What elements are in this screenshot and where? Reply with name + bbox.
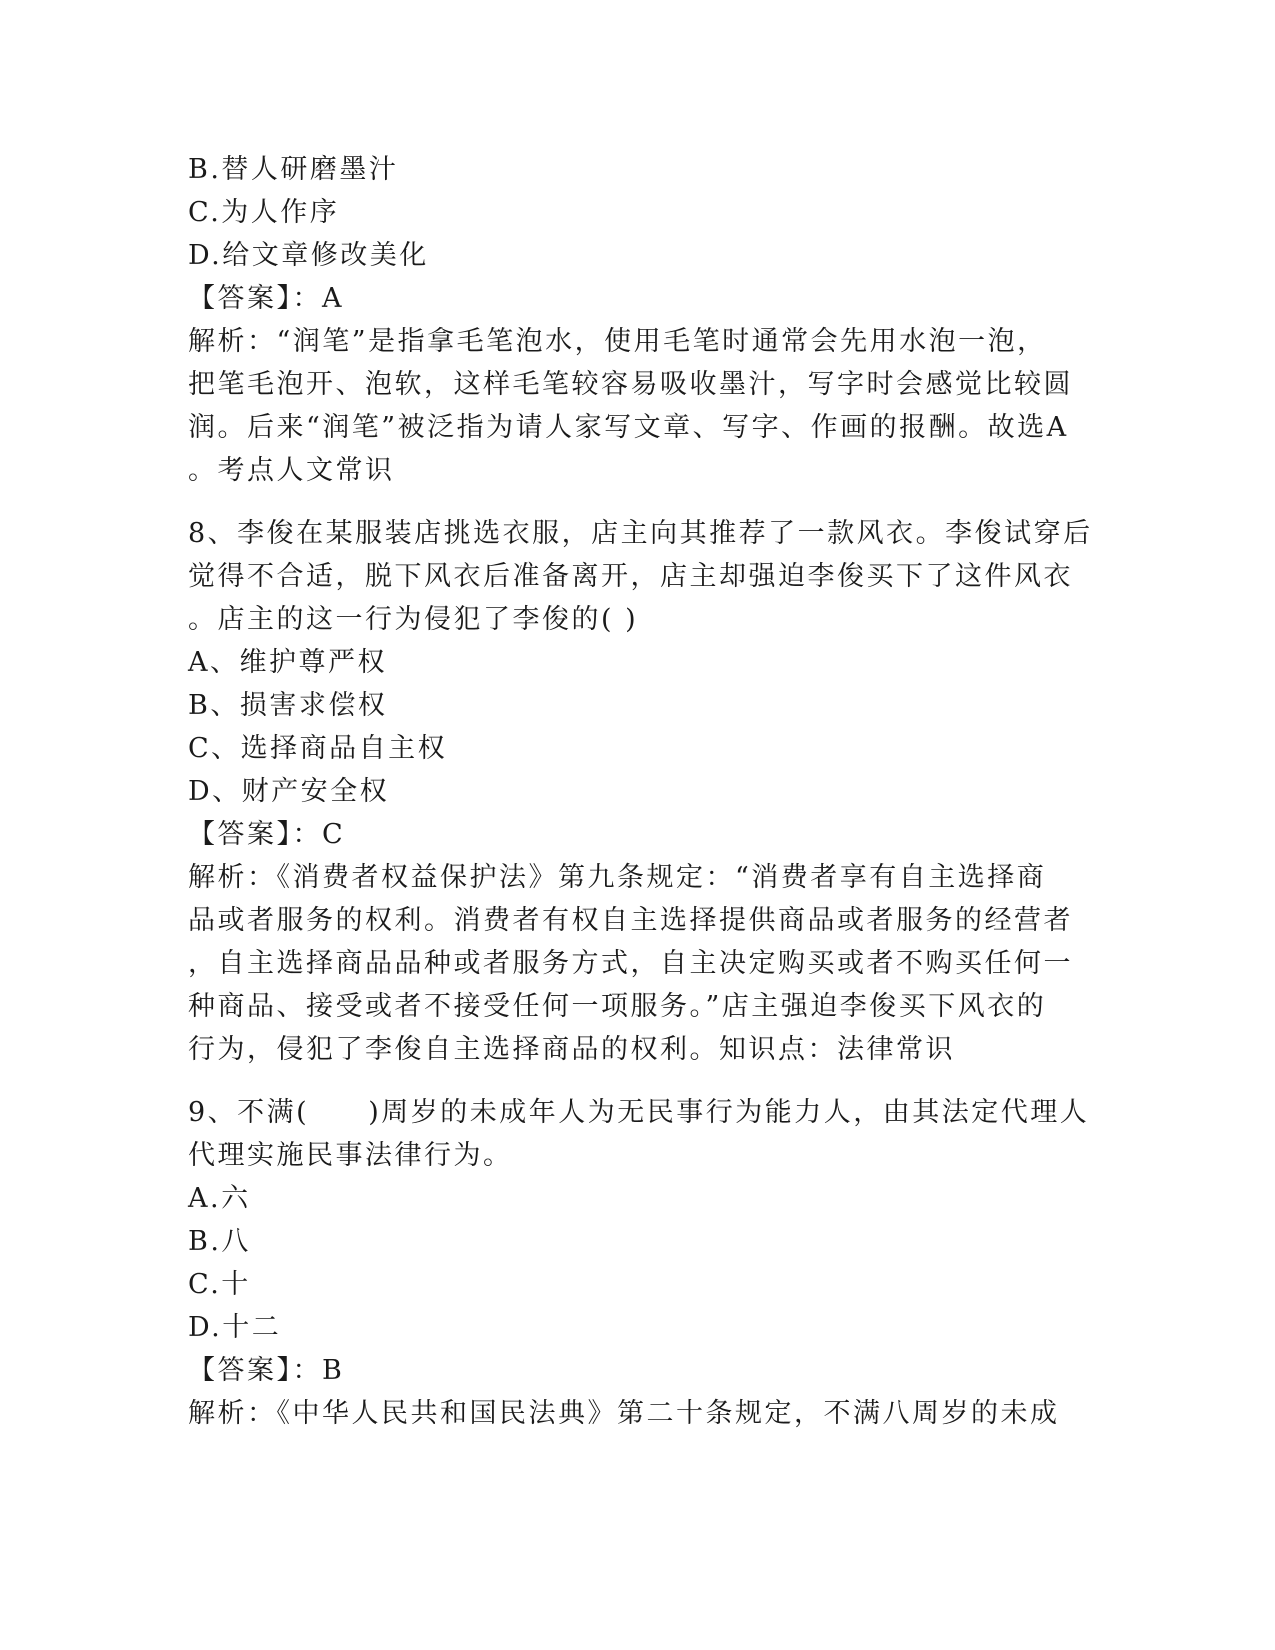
option-c: C.十 xyxy=(188,1269,251,1300)
question-stem-line: 代理实施民事法律行为。 xyxy=(188,1140,513,1171)
option-b: B.八 xyxy=(188,1226,251,1257)
option-b: B、损害求偿权 xyxy=(188,690,388,721)
question-spacer xyxy=(188,492,1088,512)
document-page xyxy=(188,148,1093,1435)
option-d: D.十二 xyxy=(188,1312,282,1343)
option-c: C、选择商品自主权 xyxy=(188,733,448,764)
answer-line: 【答案】：B xyxy=(188,1355,345,1386)
option-a: A、维护尊严权 xyxy=(188,647,387,678)
explanation-line: 。考点人文常识 xyxy=(188,455,395,486)
explanation-line: 解析：“润笔”是指拿毛笔泡水，使用毛笔时通常会先用水泡一泡， xyxy=(188,326,1047,357)
explanation-line: 行为，侵犯了李俊自主选择商品的权利。知识点：法律常识 xyxy=(188,1034,955,1065)
explanation-line: ，自主选择商品品种或者服务方式，自主决定购买或者不购买任何一 xyxy=(188,948,1073,979)
explanation-line: 解析：《中华人民共和国民法典》第二十条规定，不满八周岁的未成 xyxy=(188,1398,1060,1429)
explanation-line: 润。后来“润笔”被泛指为请人家写文章、写字、作画的报酬。故选A xyxy=(188,412,1069,443)
question-stem-line: 觉得不合适，脱下风衣后准备离开，店主却强迫李俊买下了这件风衣 xyxy=(188,561,1073,592)
answer-line: 【答案】：C xyxy=(188,819,346,850)
option-d: D、财产安全权 xyxy=(188,776,390,807)
question-stem-line: 8、李俊在某服装店挑选衣服，店主向其推荐了一款风衣。李俊试穿后 xyxy=(188,518,1093,549)
explanation-line: 种商品、接受或者不接受任何一项服务。”店主强迫李俊买下风衣的 xyxy=(188,991,1047,1022)
explanation-line: 把笔毛泡开、泡软，这样毛笔较容易吸收墨汁，写字时会感觉比较圆 xyxy=(188,369,1073,400)
option-b: B.替人研磨墨汁 xyxy=(188,154,399,185)
explanation-line: 解析：《消费者权益保护法》第九条规定：“消费者享有自主选择商 xyxy=(188,862,1047,893)
question-stem-line: 9、不满( )周岁的未成年人为无民事行为能力人，由其法定代理人 xyxy=(188,1097,1090,1128)
question-8 xyxy=(188,512,1093,1071)
question-spacer xyxy=(188,1071,1088,1091)
question-stem-line: 。店主的这一行为侵犯了李俊的( ) xyxy=(188,604,639,635)
option-c: C.为人作序 xyxy=(188,197,340,228)
answer-line: 【答案】：A xyxy=(188,283,344,314)
explanation-line: 品或者服务的权利。消费者有权自主选择提供商品或者服务的经营者 xyxy=(188,905,1073,936)
option-a: A.六 xyxy=(188,1183,251,1214)
question-7-tail xyxy=(188,148,1088,492)
option-d: D.给文章修改美化 xyxy=(188,240,429,271)
question-9 xyxy=(188,1091,1088,1435)
